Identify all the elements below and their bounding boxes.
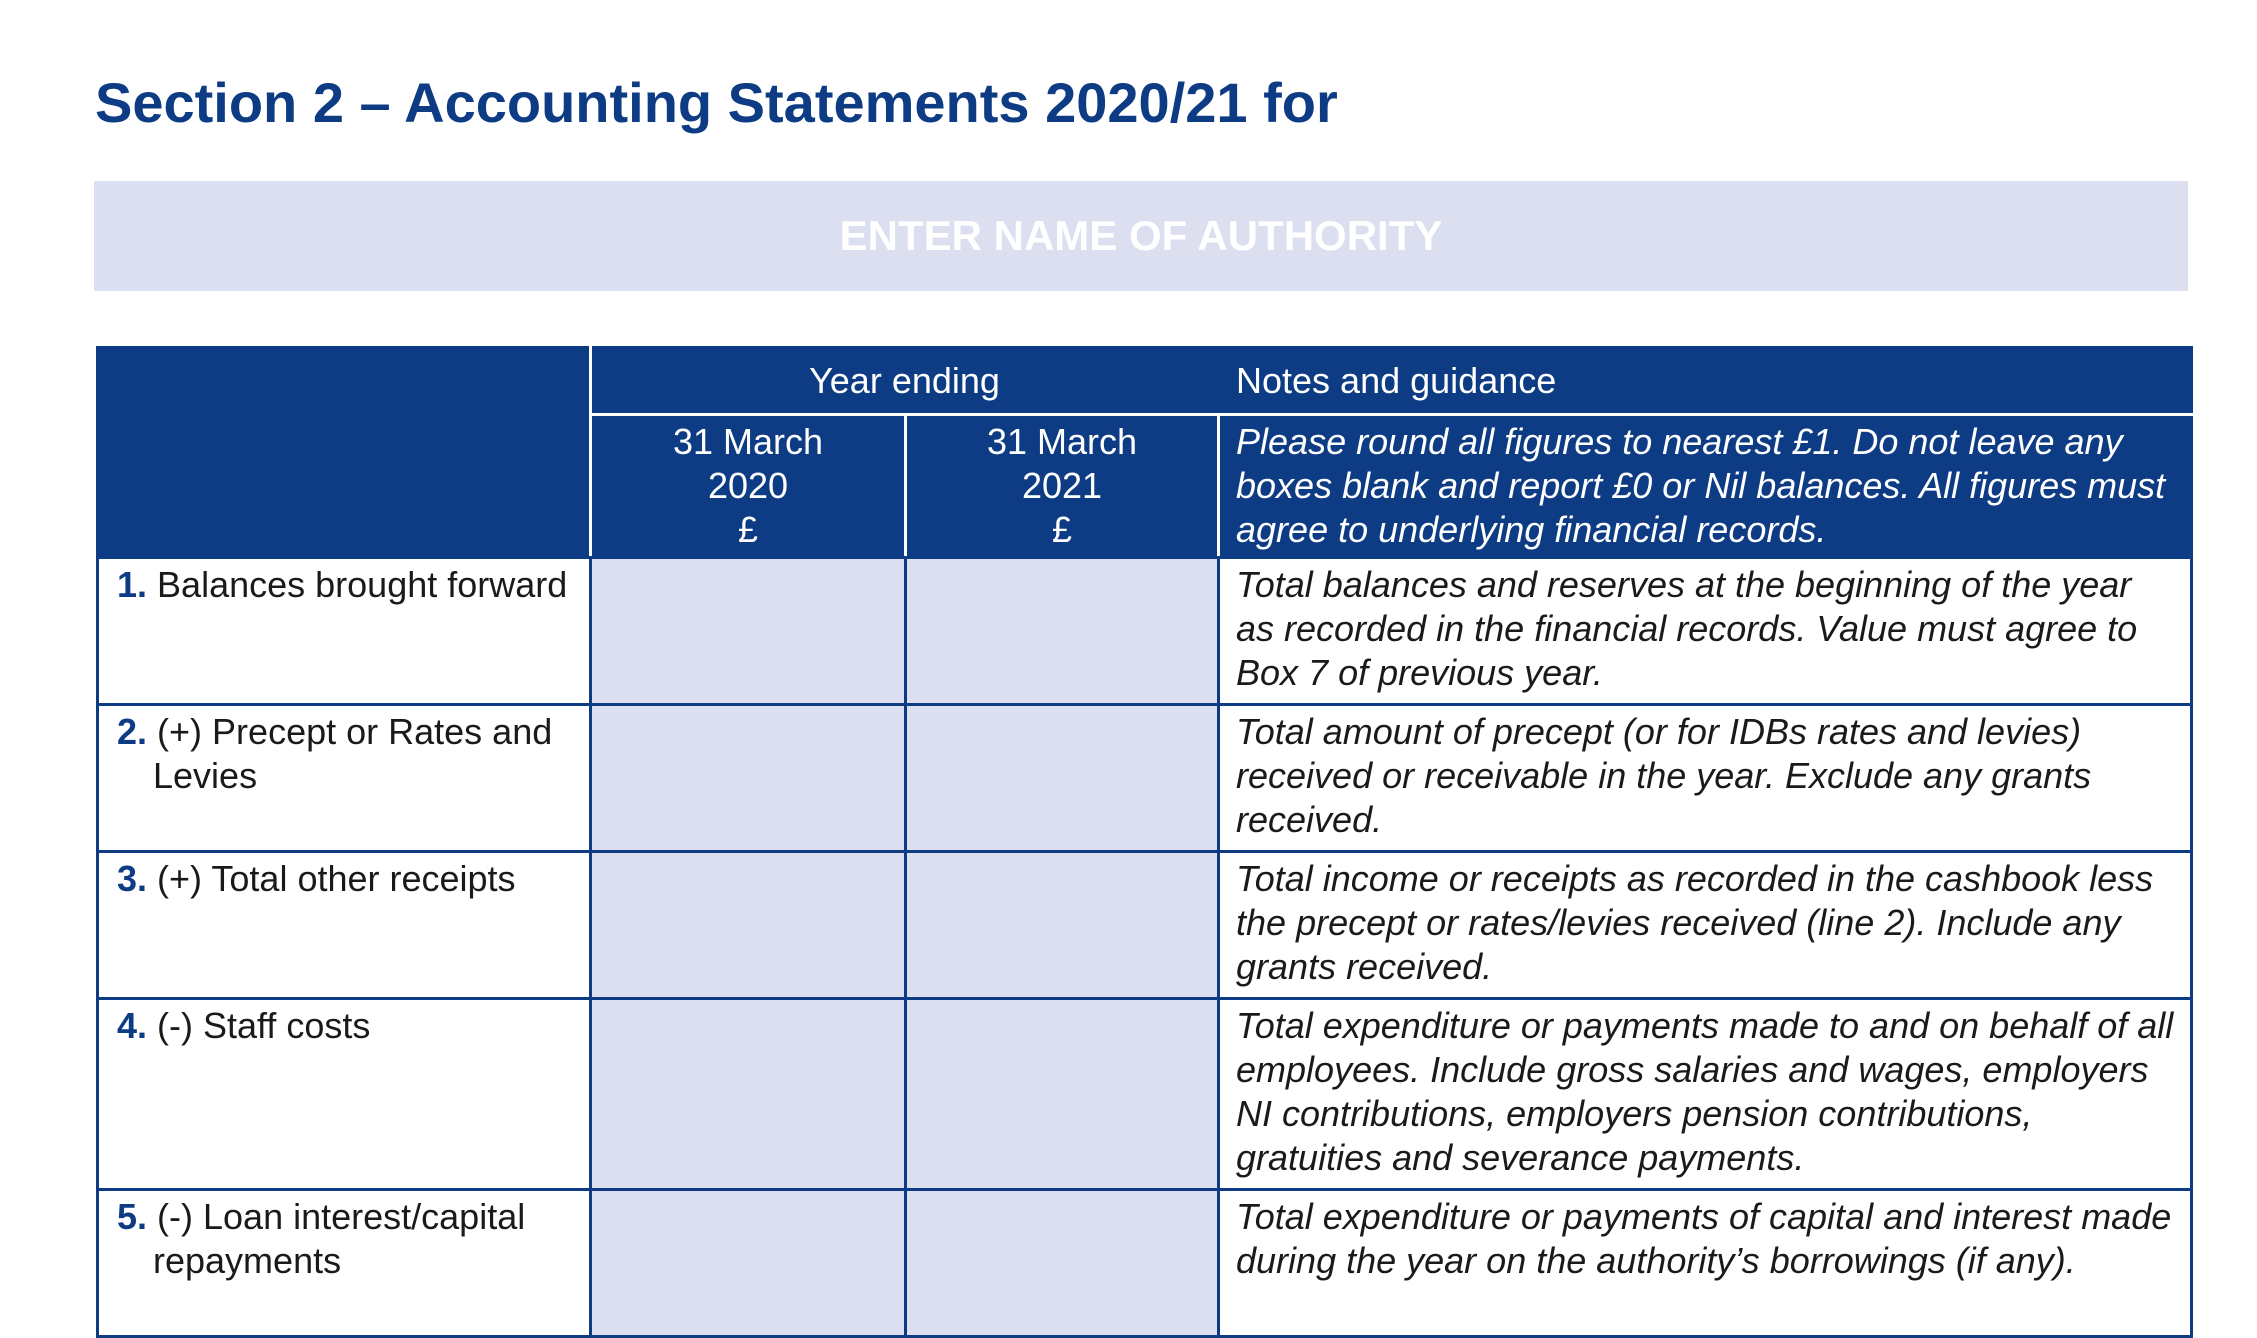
row-note: Total expenditure or payments made to and on behalf of all employees. Include gross salaries and wages, employers NI contributions, employers pension contributions, gratuities and severance payments. [1219,999,2192,1190]
value-cell-2021 [906,558,1219,705]
header-2021-year: 2021 [1021,465,1103,506]
header-2021-currency: £ [1051,509,1073,550]
row-label [98,999,591,1190]
loan-repayments-2021-input[interactable] [907,1191,1217,1335]
value-cell-2020 [591,1190,906,1337]
row-number: 3. [117,858,148,899]
value-cell-2020 [591,852,906,999]
value-cell-2021 [906,705,1219,852]
row-label [98,852,591,999]
row-label [98,558,591,705]
value-cell-2020 [591,705,906,852]
staff-costs-2020-input[interactable] [592,1000,904,1188]
authority-name-input[interactable] [94,180,2188,292]
staff-costs-2021-input[interactable] [907,1000,1217,1188]
value-cell-2020 [591,999,906,1190]
header-guidance-text: Please round all figures to nearest £1. Do not leave any boxes blank and report £0 or Nil balances. All figures must agree to underlying financial records. [1219,415,2192,558]
row-label [98,1190,591,1337]
value-cell-2020 [591,558,906,705]
table-row [98,999,2192,1190]
header-2020-year: 2020 [707,465,789,506]
table-row [98,705,2192,852]
table-row [98,852,2192,999]
header-year-ending: Year ending [591,348,1219,415]
value-cell-2021 [906,999,1219,1190]
page-title: Section 2 – Accounting Statements 2020/21 for [95,71,1338,134]
authority-name-box [94,181,2188,291]
row-number: 2. [117,711,148,752]
header-year-2021 [906,415,1219,558]
precept-2021-input[interactable] [907,706,1217,850]
row-number: 1. [117,564,148,605]
table-row [98,558,2192,705]
row-label-text: Balances brought forward [157,564,568,605]
header-2020-currency: £ [737,509,759,550]
other-receipts-2021-input[interactable] [907,853,1217,997]
row-note: Total amount of precept (or for IDBs rates and levies) received or receivable in the year. Exclude any grants received. [1219,705,2192,852]
row-label [98,705,591,852]
header-year-2020 [591,415,906,558]
loan-repayments-2020-input[interactable] [592,1191,904,1335]
accounting-statements-table [96,346,2193,1338]
header-notes-and-guidance: Notes and guidance [1219,348,2192,415]
row-number: 5. [117,1196,148,1237]
row-label-text: (-) Loan interest/capital repayments [153,1196,526,1281]
header-2021-date: 31 March [986,421,1138,462]
table-row [98,1190,2192,1337]
row-number: 4. [117,1005,148,1046]
balances-brought-forward-2020-input[interactable] [592,559,904,703]
header-blank-cell [98,348,591,558]
row-note: Total expenditure or payments of capital and interest made during the year on the authority’s borrowings (if any). [1219,1190,2192,1337]
header-2020-date: 31 March [672,421,824,462]
balances-brought-forward-2021-input[interactable] [907,559,1217,703]
value-cell-2021 [906,852,1219,999]
other-receipts-2020-input[interactable] [592,853,904,997]
row-label-text: (+) Precept or Rates and Levies [153,711,553,796]
row-note: Total balances and reserves at the beginning of the year as recorded in the financial records. Value must agree to Box 7 of previous year. [1219,558,2192,705]
row-label-text: (+) Total other receipts [157,858,516,899]
value-cell-2021 [906,1190,1219,1337]
row-note: Total income or receipts as recorded in the cashbook less the precept or rates/levies received (line 2). Include any grants received. [1219,852,2192,999]
row-label-text: (-) Staff costs [157,1005,371,1046]
precept-2020-input[interactable] [592,706,904,850]
